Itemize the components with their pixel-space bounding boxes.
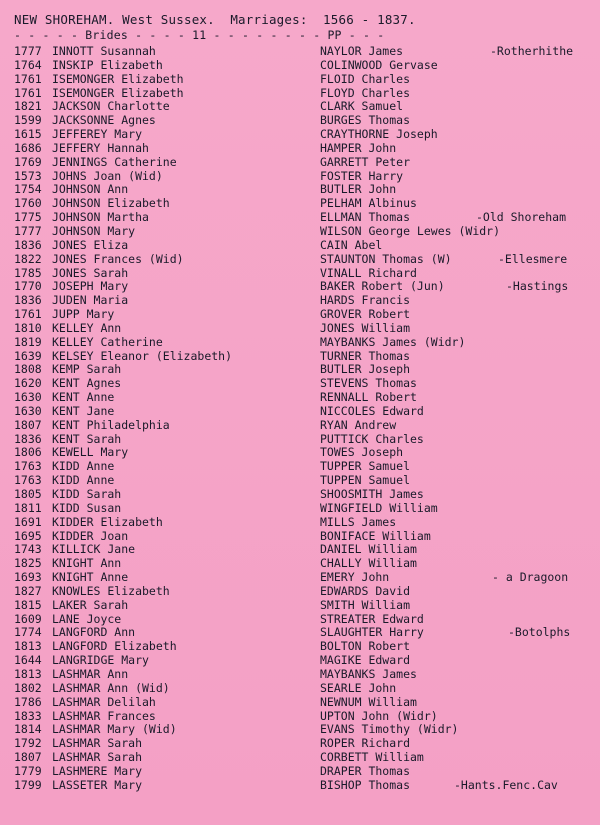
groom-name: TOWES Joseph — [320, 445, 404, 460]
marriage-entry-row — [0, 336, 600, 350]
bride-name: LASHMAR Ann (Wid) — [52, 680, 170, 695]
marriage-entry-row — [0, 765, 600, 779]
bride-name: LASHMAR Ann — [52, 666, 129, 681]
marriage-year: 1615 — [14, 127, 42, 142]
bride-name: INNOTT Susannah — [52, 44, 156, 58]
marriage-year: 1792 — [14, 736, 42, 751]
marriage-year: 1813 — [14, 666, 42, 681]
bride-name: LASHMAR Sarah — [52, 750, 143, 765]
bride-name: LANGRIDGE Mary — [52, 653, 149, 668]
bride-name: KIDD Anne — [52, 473, 115, 488]
bride-name: KELLEY Ann — [52, 320, 122, 335]
marriage-entry-row — [0, 45, 600, 59]
bride-name: KIDDER Elizabeth — [52, 514, 163, 529]
bride-name: KENT Agnes — [52, 376, 122, 391]
marriage-entry-row — [0, 170, 600, 184]
marriage-year: 1815 — [14, 597, 42, 612]
groom-name: DRAPER Thomas — [320, 763, 411, 778]
marriage-entry-row — [0, 530, 600, 544]
bride-name: KILLICK Jane — [52, 542, 136, 557]
marriage-year: 1811 — [14, 500, 42, 515]
marriage-list — [0, 45, 600, 793]
marriage-year: 1777 — [14, 44, 42, 58]
bride-name: JOHNSON Elizabeth — [52, 196, 170, 211]
groom-name: MAGIKE Edward — [320, 653, 411, 668]
groom-name: BUTLER Joseph — [320, 362, 411, 377]
groom-note: -Hastings — [506, 279, 569, 294]
marriage-entry-row — [0, 419, 600, 433]
groom-name: EMERY John — [320, 570, 390, 585]
marriage-year: 1805 — [14, 487, 42, 501]
marriage-year: 1779 — [14, 763, 42, 778]
marriage-entry-row — [0, 654, 600, 668]
marriage-entry-row — [0, 183, 600, 197]
marriage-year: 1761 — [14, 71, 42, 86]
marriage-entry-row — [0, 433, 600, 447]
marriage-year: 1695 — [14, 528, 42, 543]
groom-name: TURNER Thomas — [320, 348, 411, 363]
marriage-year: 1599 — [14, 113, 42, 128]
marriage-year: 1764 — [14, 57, 42, 72]
bride-name: JOHNSON Mary — [52, 223, 136, 238]
marriage-entry-row — [0, 696, 600, 710]
groom-name: CHALLY William — [320, 556, 417, 571]
groom-name: EDWARDS David — [320, 583, 411, 598]
marriage-entry-row — [0, 502, 600, 516]
marriage-year: 1819 — [14, 334, 42, 349]
marriage-year: 1609 — [14, 611, 42, 626]
marriage-year: 1821 — [14, 99, 42, 114]
groom-name: MILLS James — [320, 514, 397, 529]
marriage-entry-row — [0, 114, 600, 128]
groom-name: CORBETT William — [320, 750, 424, 765]
marriage-year: 1573 — [14, 168, 42, 183]
marriage-entry-row — [0, 516, 600, 530]
marriage-entry-row — [0, 267, 600, 281]
groom-name: GARRETT Peter — [320, 154, 411, 169]
marriage-year: 1802 — [14, 680, 42, 695]
bride-name: JONES Sarah — [52, 265, 129, 280]
bride-name: JOSEPH Mary — [52, 279, 129, 294]
marriage-entry-row — [0, 668, 600, 682]
bride-name: JACKSONNE Agnes — [52, 113, 156, 128]
groom-name: BAKER Robert (Jun) — [320, 279, 445, 294]
marriage-year: 1777 — [14, 223, 42, 238]
bride-name: LANE Joyce — [52, 611, 122, 626]
bride-name: KENT Jane — [52, 403, 115, 418]
groom-name: HARDS Francis — [320, 293, 411, 308]
marriage-entry-row — [0, 585, 600, 599]
marriage-entry-row — [0, 488, 600, 502]
bride-name: JACKSON Charlotte — [52, 99, 170, 114]
bride-name: JOHNSON Ann — [52, 182, 129, 197]
marriage-year: 1808 — [14, 362, 42, 377]
groom-name: TUPPEN Samuel — [320, 473, 411, 488]
bride-name: KNIGHT Anne — [52, 570, 129, 585]
groom-note: - a Dragoon — [492, 570, 569, 585]
marriage-year: 1774 — [14, 625, 42, 640]
groom-name: MAYBANKS James — [320, 666, 417, 681]
groom-name: BONIFACE William — [320, 528, 431, 543]
marriage-entry-row — [0, 156, 600, 170]
marriage-entry-row — [0, 751, 600, 765]
marriage-year: 1763 — [14, 473, 42, 488]
marriage-year: 1630 — [14, 403, 42, 418]
marriage-entry-row — [0, 571, 600, 585]
marriage-entry-row — [0, 322, 600, 336]
marriage-year: 1836 — [14, 237, 42, 252]
groom-name: SMITH William — [320, 597, 411, 612]
marriage-entry-row — [0, 294, 600, 308]
bride-name: JEFFERY Hannah — [52, 140, 149, 155]
marriage-year: 1814 — [14, 722, 42, 737]
bride-name: KELSEY Eleanor (Elizabeth) — [52, 348, 233, 363]
marriage-entry-row — [0, 391, 600, 405]
marriage-entry-row — [0, 640, 600, 654]
groom-name: NAYLOR James — [320, 44, 404, 58]
groom-name: PELHAM Albinus — [320, 196, 417, 211]
marriage-entry-row — [0, 197, 600, 211]
marriage-year: 1806 — [14, 445, 42, 460]
bride-name: LASHMAR Frances — [52, 708, 156, 723]
groom-name: COLINWOOD Gervase — [320, 57, 438, 72]
marriage-entry-row — [0, 128, 600, 142]
marriage-entry-row — [0, 142, 600, 156]
groom-name: HAMPER John — [320, 140, 397, 155]
column-header: - - - - - Brides - - - - 11 - - - - - - - - PP - - - — [14, 28, 385, 42]
marriage-entry-row — [0, 363, 600, 377]
groom-name: BURGES Thomas — [320, 113, 411, 128]
marriage-year: 1760 — [14, 196, 42, 211]
marriage-entry-row — [0, 446, 600, 460]
groom-name: FLOID Charles — [320, 71, 411, 86]
bride-name: LASHMAR Delilah — [52, 694, 156, 709]
bride-name: KELLEY Catherine — [52, 334, 163, 349]
groom-name: CLARK Samuel — [320, 99, 404, 114]
groom-name: SHOOSMITH James — [320, 487, 424, 501]
marriage-year: 1786 — [14, 694, 42, 709]
marriage-entry-row — [0, 613, 600, 627]
groom-name: MAYBANKS James (Widr) — [320, 334, 466, 349]
groom-name: ROPER Richard — [320, 736, 411, 751]
groom-name: EVANS Timothy (Widr) — [320, 722, 459, 737]
bride-name: JOHNS Joan (Wid) — [52, 168, 163, 183]
groom-name: SEARLE John — [320, 680, 397, 695]
marriage-year: 1813 — [14, 639, 42, 654]
bride-name: KIDD Anne — [52, 459, 115, 474]
marriage-year: 1807 — [14, 750, 42, 765]
bride-name: ISEMONGER Elizabeth — [52, 85, 184, 100]
groom-name: NICCOLES Edward — [320, 403, 424, 418]
groom-name: RENNALL Robert — [320, 390, 417, 405]
marriage-entry-row — [0, 280, 600, 294]
groom-name: VINALL Richard — [320, 265, 417, 280]
marriage-entry-row — [0, 377, 600, 391]
marriage-entry-row — [0, 350, 600, 364]
bride-name: KNIGHT Ann — [52, 556, 122, 571]
groom-name: PUTTICK Charles — [320, 431, 424, 446]
marriage-entry-row — [0, 100, 600, 114]
marriage-year: 1836 — [14, 293, 42, 308]
bride-name: KEMP Sarah — [52, 362, 122, 377]
marriage-year: 1743 — [14, 542, 42, 557]
bride-name: LANGFORD Ann — [52, 625, 136, 640]
marriage-entry-row — [0, 59, 600, 73]
groom-name: STREATER Edward — [320, 611, 424, 626]
bride-name: KENT Philadelphia — [52, 417, 170, 432]
groom-name: STAUNTON Thomas (W) — [320, 251, 452, 266]
groom-note: -Rotherhithe — [490, 44, 574, 58]
groom-name: UPTON John (Widr) — [320, 708, 438, 723]
groom-name: BOLTON Robert — [320, 639, 411, 654]
groom-note: -Ellesmere — [498, 251, 568, 266]
marriage-entry-row — [0, 779, 600, 793]
groom-name: BUTLER John — [320, 182, 397, 197]
marriage-year: 1833 — [14, 708, 42, 723]
bride-name: KIDD Susan — [52, 500, 122, 515]
bride-name: ISEMONGER Elizabeth — [52, 71, 184, 86]
marriage-year: 1693 — [14, 570, 42, 585]
marriage-entry-row — [0, 557, 600, 571]
groom-note: -Hants.Fenc.Cav — [454, 777, 558, 792]
marriage-year: 1620 — [14, 376, 42, 391]
bride-name: LASHMAR Sarah — [52, 736, 143, 751]
groom-name: GROVER Robert — [320, 307, 411, 322]
groom-name: WINGFIELD William — [320, 500, 438, 515]
bride-name: LANGFORD Elizabeth — [52, 639, 177, 654]
bride-name: LASHMERE Mary — [52, 763, 143, 778]
marriage-entry-row — [0, 73, 600, 87]
bride-name: JENNINGS Catherine — [52, 154, 177, 169]
bride-name: JONES Eliza — [52, 237, 129, 252]
marriage-year: 1754 — [14, 182, 42, 197]
groom-name: DANIEL William — [320, 542, 417, 557]
bride-name: KENT Sarah — [52, 431, 122, 446]
marriage-entry-row — [0, 87, 600, 101]
bride-name: KNOWLES Elizabeth — [52, 583, 170, 598]
groom-note: -Botolphs — [508, 625, 571, 640]
bride-name: JONES Frances (Wid) — [52, 251, 184, 266]
groom-name: CRAYTHORNE Joseph — [320, 127, 438, 142]
groom-name: BISHOP Thomas — [320, 777, 411, 792]
marriage-entry-row — [0, 474, 600, 488]
marriage-year: 1639 — [14, 348, 42, 363]
marriage-year: 1644 — [14, 653, 42, 668]
marriage-entry-row — [0, 543, 600, 557]
marriage-year: 1761 — [14, 307, 42, 322]
groom-name: TUPPER Samuel — [320, 459, 411, 474]
bride-name: JOHNSON Martha — [52, 210, 149, 225]
bride-name: KENT Anne — [52, 390, 115, 405]
marriage-entry-row — [0, 239, 600, 253]
groom-name: CAIN Abel — [320, 237, 383, 252]
marriage-year: 1770 — [14, 279, 42, 294]
marriage-year: 1763 — [14, 459, 42, 474]
marriage-year: 1686 — [14, 140, 42, 155]
marriage-year: 1775 — [14, 210, 42, 225]
bride-name: LASHMAR Mary (Wid) — [52, 722, 177, 737]
bride-name: INSKIP Elizabeth — [52, 57, 163, 72]
marriage-entry-row — [0, 405, 600, 419]
marriage-year: 1836 — [14, 431, 42, 446]
groom-name: STEVENS Thomas — [320, 376, 417, 391]
bride-name: JUPP Mary — [52, 307, 115, 322]
groom-name: WILSON George Lewes (Widr) — [320, 223, 501, 238]
bride-name: KIDD Sarah — [52, 487, 122, 501]
groom-name: ELLMAN Thomas — [320, 210, 411, 225]
marriage-year: 1822 — [14, 251, 42, 266]
bride-name: LAKER Sarah — [52, 597, 129, 612]
groom-name: FOSTER Harry — [320, 168, 404, 183]
groom-name: JONES William — [320, 320, 411, 335]
bride-name: KIDDER Joan — [52, 528, 129, 543]
bride-name: JUDEN Maria — [52, 293, 129, 308]
bride-name: JEFFEREY Mary — [52, 127, 143, 142]
marriage-entry-row — [0, 308, 600, 322]
marriage-year: 1769 — [14, 154, 42, 169]
marriage-entry-row — [0, 225, 600, 239]
groom-name: NEWNUM William — [320, 694, 417, 709]
groom-name: RYAN Andrew — [320, 417, 397, 432]
groom-note: -Old Shoreham — [476, 210, 567, 225]
marriage-entry-row — [0, 599, 600, 613]
groom-name: SLAUGHTER Harry — [320, 625, 424, 640]
marriage-entry-row — [0, 626, 600, 640]
marriage-year: 1785 — [14, 265, 42, 280]
marriage-year: 1810 — [14, 320, 42, 335]
marriage-entry-row — [0, 710, 600, 724]
marriage-year: 1827 — [14, 583, 42, 598]
marriage-year: 1825 — [14, 556, 42, 571]
marriage-year: 1761 — [14, 85, 42, 100]
marriage-year: 1630 — [14, 390, 42, 405]
bride-name: KEWELL Mary — [52, 445, 129, 460]
marriage-year: 1691 — [14, 514, 42, 529]
bride-name: LASSETER Mary — [52, 777, 143, 792]
marriage-entry-row — [0, 460, 600, 474]
marriage-year: 1807 — [14, 417, 42, 432]
marriage-entry-row — [0, 682, 600, 696]
page-title: NEW SHOREHAM. West Sussex. Marriages: 1566 - 1837. — [14, 12, 416, 27]
marriage-entry-row — [0, 253, 600, 267]
marriage-year: 1799 — [14, 777, 42, 792]
groom-name: FLOYD Charles — [320, 85, 411, 100]
marriage-entry-row — [0, 737, 600, 751]
marriage-entry-row — [0, 211, 600, 225]
marriage-entry-row — [0, 723, 600, 737]
